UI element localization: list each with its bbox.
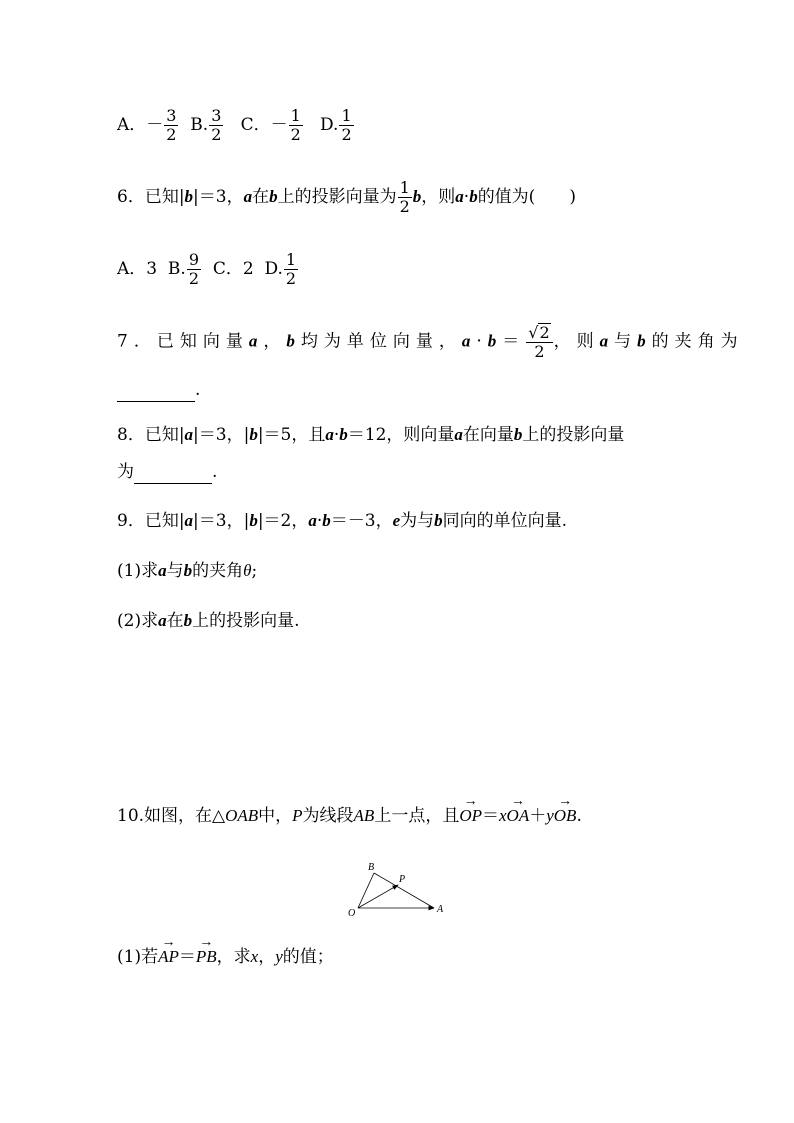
edge-ob xyxy=(358,873,374,908)
var-x: x xyxy=(250,947,259,966)
vector-a: a xyxy=(243,187,253,206)
vector-b: b xyxy=(339,425,348,444)
q10-text: 为线段 xyxy=(302,806,354,826)
fraction-denominator: 2 xyxy=(399,197,410,216)
vector-b: b xyxy=(322,511,331,530)
vector-a: a xyxy=(455,187,464,206)
q9-text: |＝2， xyxy=(257,511,309,531)
q9-1-text: 与 xyxy=(166,561,184,581)
vector-b: b xyxy=(249,511,258,530)
q6-option-a: A．3 xyxy=(117,259,158,279)
q8-text: 在向量 xyxy=(462,425,514,445)
fraction-denominator: 2 xyxy=(341,125,352,144)
vector-e: e xyxy=(392,511,401,530)
q9-2-text: (2)求 xyxy=(117,611,159,631)
fraction-numerator: 1 xyxy=(399,178,410,197)
q5-option-b-label: B. xyxy=(190,115,209,135)
q6-text: 6．已知| xyxy=(117,187,185,207)
fraction-numerator: 9 xyxy=(188,250,199,269)
equals-sign: ＝ xyxy=(482,806,499,826)
question-10-part-1 xyxy=(117,945,334,969)
question-6 xyxy=(117,179,576,216)
q7-fraction xyxy=(526,323,552,361)
fraction-numerator: 3 xyxy=(211,106,222,125)
sqrt-radicand: 2 xyxy=(539,323,550,342)
vector-a: a xyxy=(158,561,167,580)
q5-option-d-label: D. xyxy=(320,115,339,135)
vector-b: b xyxy=(184,187,194,206)
q6-option-b-fraction xyxy=(187,251,201,288)
q6-option-c: C．2 xyxy=(212,259,254,279)
fraction-numerator: 1 xyxy=(285,250,297,269)
q9-1-text: 的夹角 xyxy=(192,561,244,581)
segment-ab: AB xyxy=(353,806,375,825)
var-y: y xyxy=(546,806,554,825)
fraction-denominator: 2 xyxy=(166,125,177,144)
q10-1-text: (1)若 xyxy=(117,947,159,967)
q7-text: ，则 xyxy=(553,331,600,352)
q5-option-c-sign: － xyxy=(270,115,288,135)
q6-text: |＝3， xyxy=(193,187,244,207)
q6-text: 上的投影向量为 xyxy=(277,187,397,207)
vector-b: b xyxy=(412,187,422,206)
q6-option-d-label: D. xyxy=(264,259,283,279)
label-p: P xyxy=(399,874,406,885)
dot-operator: · xyxy=(333,425,340,445)
q8-answer-blank[interactable] xyxy=(134,465,212,484)
fraction-denominator: 2 xyxy=(211,125,222,144)
question-10 xyxy=(117,804,582,828)
label-o: O xyxy=(348,908,356,919)
q7-text: . xyxy=(195,380,201,400)
vector-ap: → AP xyxy=(158,945,179,969)
q5-option-a-fraction xyxy=(164,107,178,144)
vector-b: b xyxy=(249,425,258,444)
vector-b: b xyxy=(637,331,652,351)
q7-text: 与 xyxy=(614,331,638,352)
vector-a: a xyxy=(454,425,463,444)
dot-operator: · xyxy=(476,331,488,352)
q9-text: 同向的单位向量. xyxy=(442,511,568,531)
q10-text: . xyxy=(576,806,582,826)
vector-b: b xyxy=(513,425,523,444)
vector-a: a xyxy=(461,331,477,351)
q6-text: 在 xyxy=(252,187,270,207)
plus-sign: ＋ xyxy=(529,806,547,826)
vector-b: b xyxy=(269,187,278,206)
vector-a: a xyxy=(184,511,194,530)
vector-a: a xyxy=(599,331,615,351)
q8-text: |＝3，| xyxy=(193,425,250,445)
vector-b: b xyxy=(487,331,503,351)
q8-text: 为 xyxy=(117,462,134,482)
fraction-numerator: √2 xyxy=(526,323,552,343)
q7-answer-blank[interactable] xyxy=(117,383,195,402)
vector-a: a xyxy=(184,425,194,444)
q5-option-b-fraction xyxy=(209,107,223,144)
question-9 xyxy=(117,509,567,533)
dot-operator: · xyxy=(463,187,470,207)
q6-option-b-label: B. xyxy=(167,259,186,279)
equals-sign: ＝ xyxy=(178,947,196,967)
fraction-numerator: 1 xyxy=(290,106,301,125)
vector-oa: → OA xyxy=(507,804,530,828)
q8-answer-line xyxy=(117,460,217,484)
fraction-numerator: 3 xyxy=(166,106,177,125)
q8-text: 上的投影向量 xyxy=(522,425,625,445)
dot-operator: · xyxy=(316,511,323,531)
vector-b: b xyxy=(183,611,193,630)
triangle-diagram xyxy=(346,856,456,920)
fraction-denominator: 2 xyxy=(188,269,199,288)
q6-text: 的值为( ) xyxy=(477,187,576,207)
triangle-name: OAB xyxy=(225,806,259,825)
vector-b: b xyxy=(469,187,478,206)
vector-b: b xyxy=(286,331,301,351)
vector-a: a xyxy=(248,331,264,351)
q7-answer-line xyxy=(117,378,200,402)
q5-options xyxy=(117,107,355,144)
vector-a: a xyxy=(158,611,167,630)
equals-sign: ＝ xyxy=(502,331,526,352)
q5-option-d-fraction xyxy=(339,107,353,144)
fraction-denominator: 2 xyxy=(285,269,297,288)
q10-1-text: 的值； xyxy=(282,947,334,967)
vector-op: → OP xyxy=(459,804,482,828)
q10-1-text: ， xyxy=(258,947,276,967)
vector-b: b xyxy=(183,561,193,580)
q6-fraction xyxy=(398,179,412,216)
q10-text: 中， xyxy=(258,806,293,826)
q8-text: 8．已知| xyxy=(117,425,185,445)
fraction-numerator: 1 xyxy=(341,106,352,125)
q9-1-text: ; xyxy=(251,561,258,581)
q9-2-text: 在 xyxy=(166,611,184,631)
q9-1-text: (1)求 xyxy=(117,561,159,581)
q7-text: 均为单位向量， xyxy=(300,331,462,352)
question-8 xyxy=(117,423,624,447)
q9-text: 为与 xyxy=(400,511,435,531)
point-p: P xyxy=(292,806,303,825)
fraction-denominator: 2 xyxy=(534,342,545,361)
vector-a: a xyxy=(325,425,334,444)
q10-text: 上一点，且 xyxy=(374,806,460,826)
q9-text: |＝3，| xyxy=(193,511,250,531)
vector-ob: → OB xyxy=(554,804,577,828)
q5-option-a-label: A． xyxy=(117,115,147,135)
q7-text: 7．已知向量 xyxy=(117,331,249,352)
q7-text: ， xyxy=(263,331,287,352)
q10-text: 10.如图，在△ xyxy=(117,806,226,826)
q5-option-a-sign: － xyxy=(146,115,164,135)
segment-op xyxy=(358,885,398,908)
vector-a: a xyxy=(308,511,317,530)
q8-text: |＝5，且 xyxy=(257,425,326,445)
q8-text: . xyxy=(212,462,218,482)
q9-2-text: 上的投影向量. xyxy=(192,611,300,631)
theta-symbol: θ xyxy=(243,561,252,580)
label-b: B xyxy=(368,862,375,873)
q8-text: ＝12，则向量 xyxy=(347,425,455,445)
q7-text: 的夹角为 xyxy=(651,331,744,352)
q5-option-c-fraction xyxy=(289,107,303,144)
q6-text: ，则 xyxy=(421,187,456,207)
q6-options xyxy=(117,251,299,288)
var-y: y xyxy=(275,947,283,966)
q9-text: ＝－3， xyxy=(330,511,393,531)
question-9-part-1 xyxy=(117,559,257,583)
var-x: x xyxy=(499,806,507,825)
q6-option-d-fraction xyxy=(284,251,298,288)
q10-1-text: ，求 xyxy=(216,947,251,967)
vector-b: b xyxy=(434,511,443,530)
fraction-denominator: 2 xyxy=(290,125,301,144)
question-7 xyxy=(117,323,744,361)
q5-option-c-label: C． xyxy=(240,115,271,135)
vector-pb: → PB xyxy=(196,945,217,969)
label-a: A xyxy=(437,904,444,915)
q9-text: 9．已知| xyxy=(117,511,185,531)
question-9-part-2 xyxy=(117,609,300,633)
